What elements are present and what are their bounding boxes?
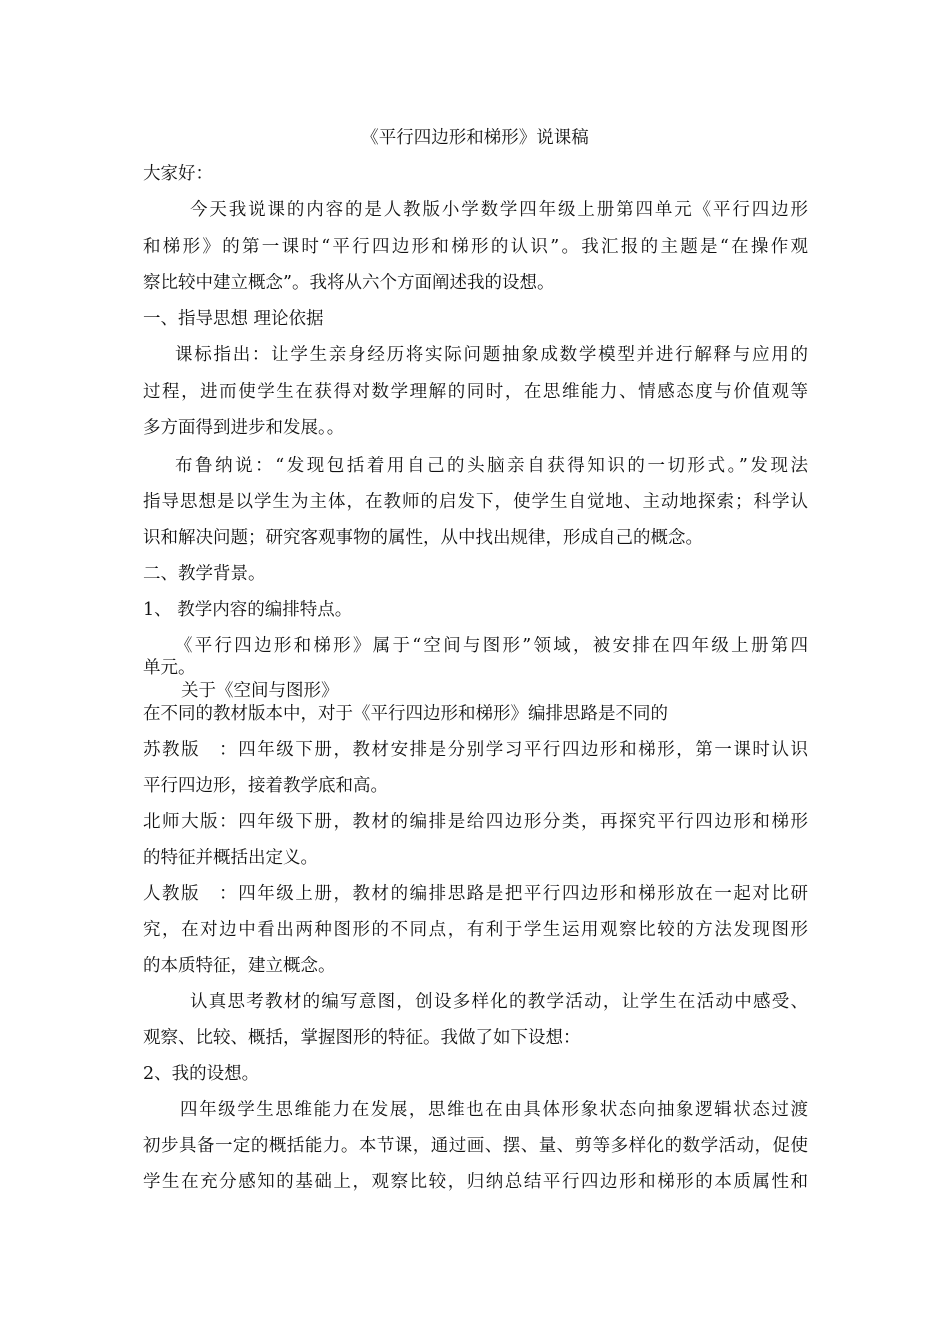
text-line: 的特征并概括出定义。: [143, 848, 318, 868]
text-line: 认真思考教材的编写意图，创设多样化的教学活动，让学生在活动中感受、: [190, 992, 808, 1012]
text-line: 多方面得到进步和发展。。: [143, 418, 345, 438]
text-line: 关于《空间与图形》: [181, 681, 339, 701]
section-heading: 二、教学背景。: [143, 564, 266, 584]
text-line: 布鲁纳说：“发现包括着用自己的头脑亲自获得知识的一切形式。”发现法: [175, 456, 808, 476]
text-line: 课标指出：让学生亲身经历将实际问题抽象成数学模型并进行解释与应用的: [175, 345, 808, 365]
text-line: 观察、比较、概括，掌握图形的特征。我做了如下设想：: [143, 1028, 581, 1048]
text-line: 在不同的教材版本中，对于《平行四边形和梯形》编排思路是不同的: [143, 704, 668, 724]
text-line: 察比较中建立概念”。我将从六个方面阐述我的设想。: [143, 273, 555, 293]
text-line: 和梯形》的第一课时“平行四边形和梯形的认识”。我汇报的主题是“在操作观: [143, 237, 808, 257]
subsection-heading: 1、 教学内容的编排特点。: [143, 600, 353, 620]
section-heading: 一、指导思想 理论依据: [143, 309, 324, 329]
text-line: 今天我说课的内容的是人教版小学数学四年级上册第四单元《平行四边形: [190, 200, 808, 220]
text-line: 过程，进而使学生在获得对数学理解的同时，在思维能力、情感态度与价值观等: [143, 382, 808, 402]
text-line: 大家好：: [143, 164, 213, 184]
text-line: 《平行四边形和梯形》属于“空间与图形”领域，被安排在四年级上册第四: [175, 636, 808, 656]
subsection-heading: 2、我的设想。: [143, 1064, 260, 1084]
text-line: 平行四边形，接着教学底和高。: [143, 776, 388, 796]
text-line: 识和解决问题；研究客观事物的属性，从中找出规律，形成自己的概念。: [143, 528, 703, 548]
text-line: 人教版 ：四年级上册，教材的编排思路是把平行四边形和梯形放在一起对比研: [143, 884, 808, 904]
text-line: 指导思想是以学生为主体，在教师的启发下，使学生自觉地、主动地探索；科学认: [143, 492, 808, 512]
text-line: 四年级学生思维能力在发展，思维也在由具体形象状态向抽象逻辑状态过渡: [180, 1100, 808, 1120]
text-line: 北师大版：四年级下册，教材的编排是给四边形分类，再探究平行四边形和梯形: [143, 812, 808, 832]
document-title: 《平行四边形和梯形》说课稿: [361, 128, 589, 148]
text-line: 苏教版 ：四年级下册，教材安排是分别学习平行四边形和梯形，第一课时认识: [143, 740, 808, 760]
text-line: 的本质特征，建立概念。: [143, 956, 336, 976]
text-line: 初步具备一定的概括能力。本节课，通过画、摆、量、剪等多样化的数学活动，促使: [143, 1136, 808, 1156]
text-line: 单元。: [143, 658, 196, 678]
text-line: 究，在对边中看出两种图形的不同点，有利于学生运用观察比较的方法发现图形: [143, 920, 808, 940]
text-line: 学生在充分感知的基础上，观察比较，归纳总结平行四边形和梯形的本质属性和: [143, 1172, 808, 1192]
